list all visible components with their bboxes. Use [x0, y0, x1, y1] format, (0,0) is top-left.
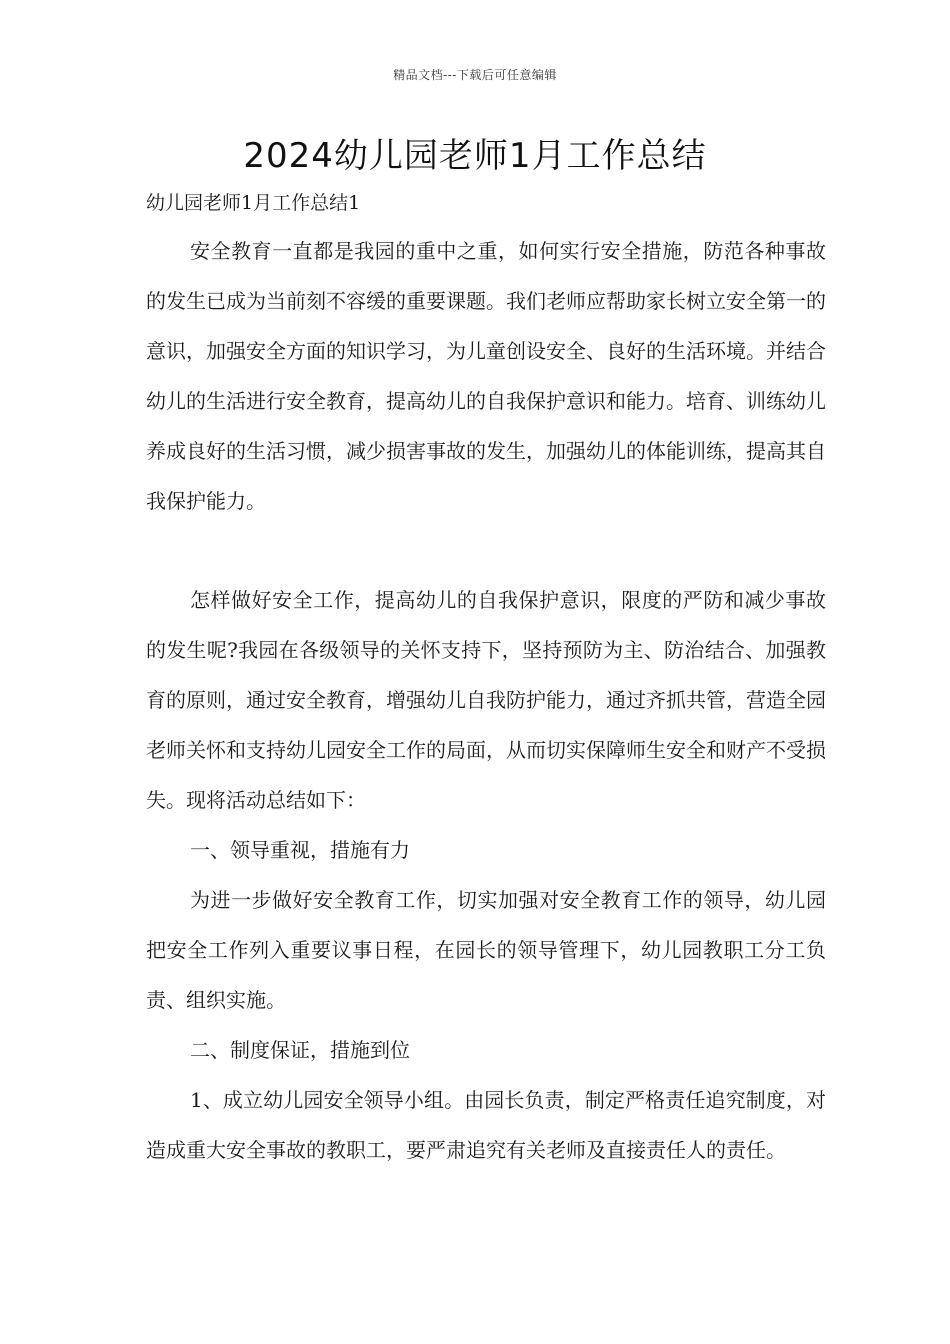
- section-heading-leadership: 一、领导重视，措施有力: [190, 838, 410, 862]
- document-subtitle: 幼儿园老师1月工作总结1: [146, 192, 361, 214]
- section-heading-system: 二、制度保证，措施到位: [190, 1038, 410, 1062]
- paragraph-approach: 怎样做好安全工作，提高幼儿的自我保护意识，限度的严防和减少事故的发生呢?我园在各级领导的关怀支持下，坚持预防为主、防治结合、加强教育的原则，通过安全教育，增强幼儿自我防护能力，通过齐抓共管，营造全园老师关怀和支持幼儿园安全工作的局面，从而切实保障师生安全和财产不受损失。现将活动总结如下：: [146, 588, 826, 812]
- header-note: 精品文档---下载后可任意编辑: [393, 68, 557, 82]
- paragraph-leadership: 为进一步做好安全教育工作，切实加强对安全教育工作的领导，幼儿园把安全工作列入重要议事日程，在园长的领导管理下，幼儿园教职工分工负责、组织实施。: [146, 888, 826, 1012]
- paragraph-intro: 安全教育一直都是我园的重中之重，如何实行安全措施，防范各种事故的发生已成为当前刻不容缓的重要课题。我们老师应帮助家长树立安全第一的意识，加强安全方面的知识学习，为儿童创设安全、良好的生活环境。并结合幼儿的生活进行安全教育，提高幼儿的自我保护意识和能力。培育、训练幼儿养成良好的生活习惯，减少损害事故的发生，加强幼儿的体能训练，提高其自我保护能力。: [146, 239, 826, 513]
- document-title: 2024幼儿园老师1月工作总结: [243, 136, 707, 176]
- paragraph-safety-group: 1、成立幼儿园安全领导小组。由园长负责，制定严格责任追究制度，对造成重大安全事故的教职工，要严肃追究有关老师及直接责任人的责任。: [146, 1088, 826, 1162]
